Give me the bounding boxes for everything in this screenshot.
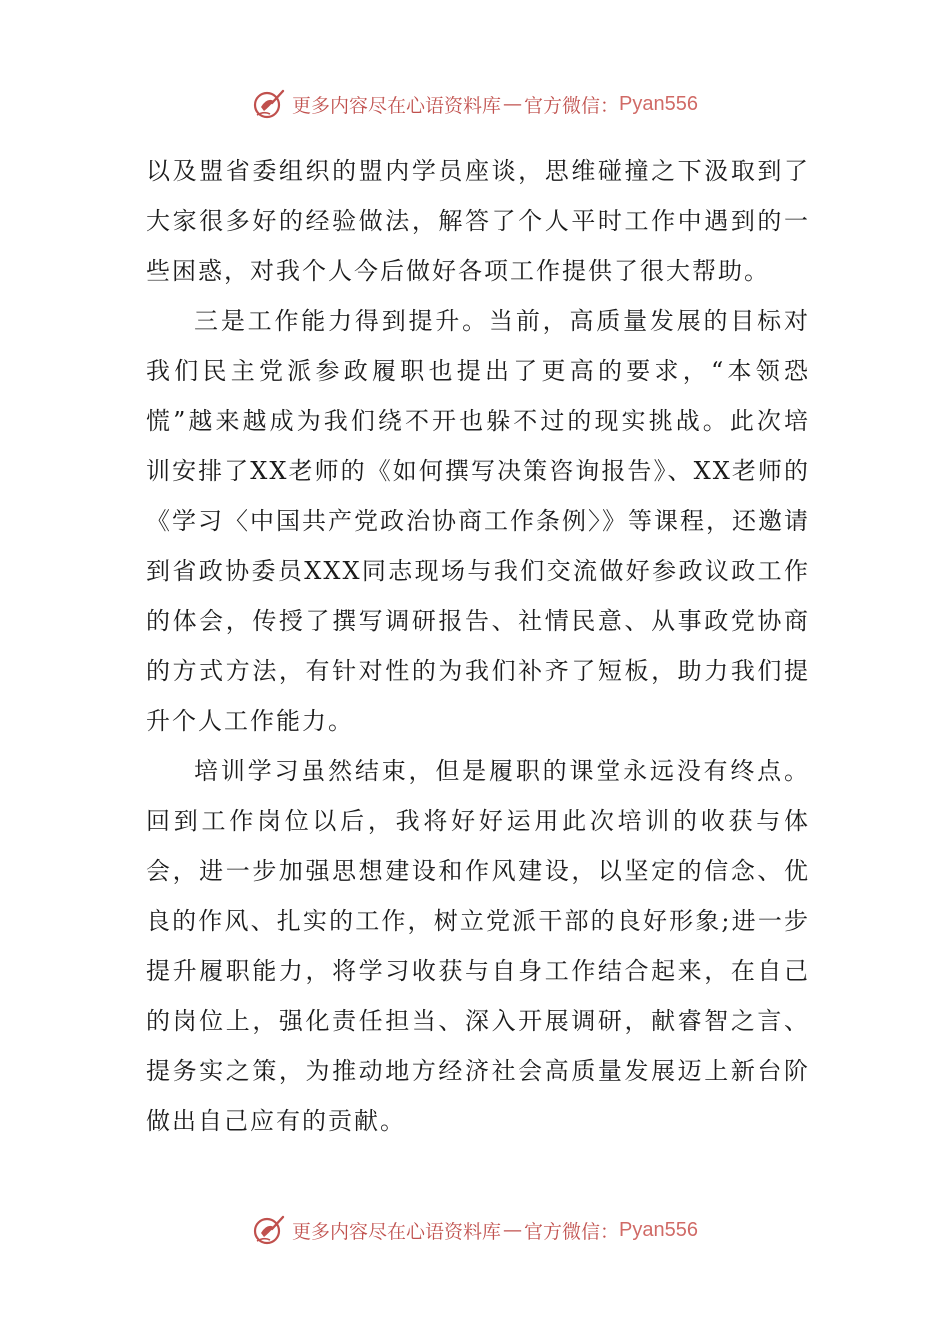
paragraph-work-ability: 三是工作能力得到提升。当前，高质量发展的目标对我们民主党派参政履职也提出了更高的要求，“本领恐慌”越来越成为我们绕不开也躲不过的现实挑战。此次培训安排了XX老师的《如何撰写决策咨询报告》、XX老师的《学习〈中国共产党政治协商工作条例〉》等课程，还邀请到省政协委员XXX同志现场与我们交流做好参政议政工作的体会，传授了撰写调研报告、社情民意、从事政党协商的方式方法，有针对性的为我们补齐了短板，助力我们提升个人工作能力。 [146,307,810,735]
pen-logo-icon [252,1213,286,1247]
watermark-label: 官方微信： [524,1220,620,1243]
watermark-wechat-id: Pyan556 [619,1218,698,1241]
pen-logo-icon [252,87,286,121]
paragraph-continued: 以及盟省委组织的盟内学员座谈，思维碰撞之下汲取到了大家很多好的经验做法，解答了个人平时工作中遇到的一些困惑，对我个人今后做好各项工作提供了很大帮助。 [146,157,810,285]
watermark-separator: — [503,93,523,115]
watermark-brand: 更多内容尽在心语资料库 [292,1220,502,1243]
document-body [146,146,810,1146]
watermark-label: 官方微信： [524,94,620,117]
footer-watermark [0,1210,950,1250]
header-watermark [0,84,950,124]
paragraph-conclusion: 培训学习虽然结束，但是履职的课堂永远没有终点。回到工作岗位以后，我将好好运用此次培训的收获与体会，进一步加强思想建设和作风建设，以坚定的信念、优良的作风、扎实的工作，树立党派干部的良好形象;进一步提升履职能力，将学习收获与自身工作结合起来，在自己的岗位上，强化责任担当、深入开展调研，献睿智之言、提务实之策，为推动地方经济社会高质量发展迈上新台阶做出自己应有的贡献。 [146,757,810,1135]
watermark-wechat-id: Pyan556 [619,92,698,115]
watermark-brand: 更多内容尽在心语资料库 [292,94,502,117]
watermark-separator: — [503,1219,523,1241]
